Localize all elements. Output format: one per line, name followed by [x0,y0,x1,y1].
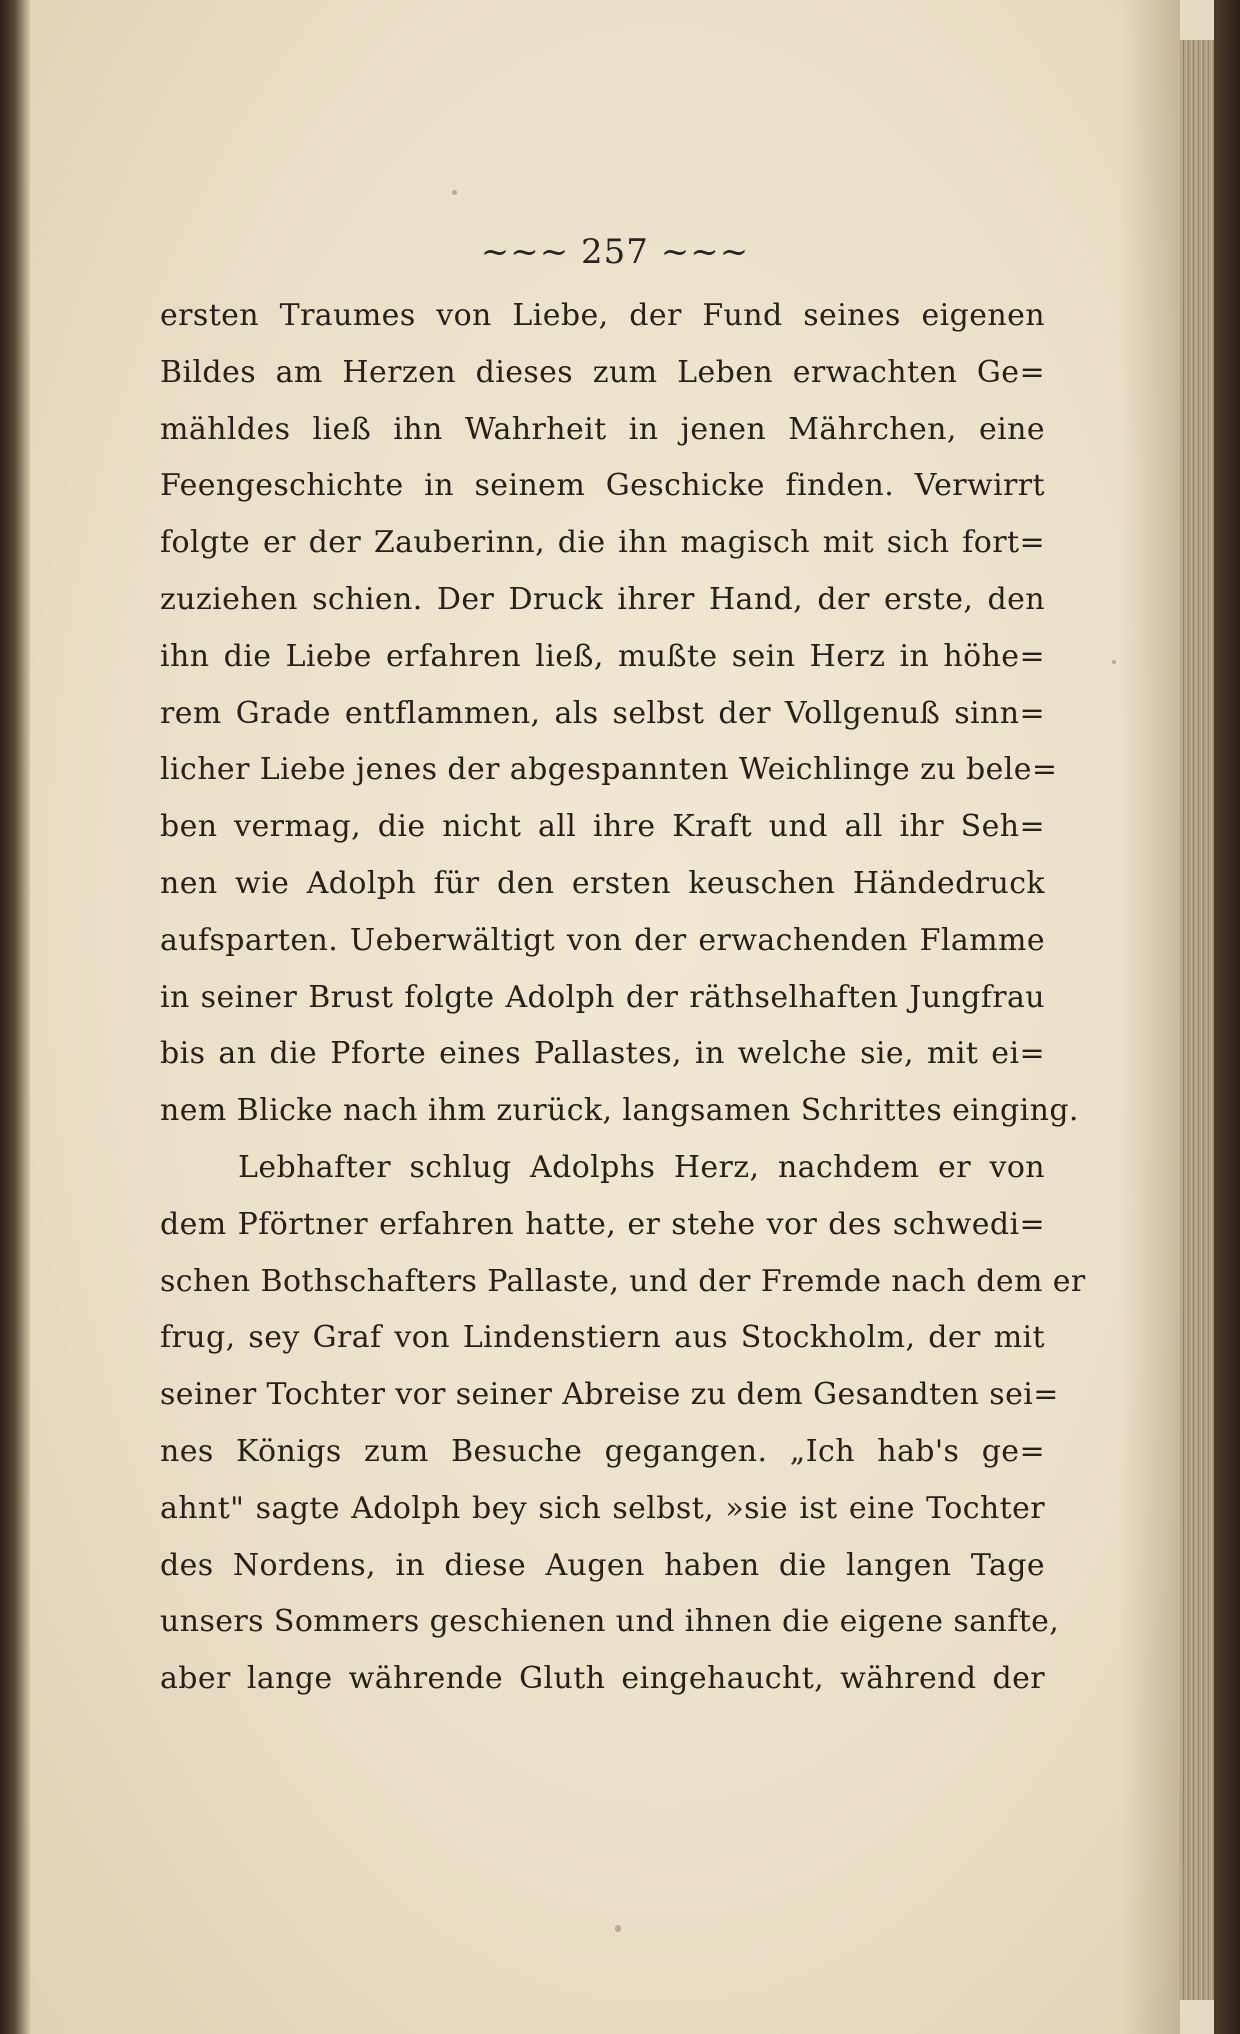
text-line: bis an die Pforte eines Pallastes, in welche sie, mit ei= [160,1036,1045,1072]
text-line: des Nordens, in diese Augen haben die langen Tage [160,1547,1045,1583]
text-line: ihn die Liebe erfahren ließ, mußte sein Herz in höhe= [160,638,1045,674]
text-line: ben vermag, die nicht all ihre Kraft und all ihr Seh= [160,809,1045,845]
paper-speck [1112,660,1116,664]
text-line: Lebhafter schlug Adolphs Herz, nachdem er von [238,1149,1045,1185]
text-line: ahnt" sagte Adolph bey sich selbst, »sie ist eine Tochter [160,1490,1045,1526]
text-line: nes Königs zum Besuche gegangen. „Ich hab's ge= [160,1433,1045,1469]
text-line: aufsparten. Ueberwältigt von der erwachenden Flamme [160,922,1045,958]
text-line: schen Bothschafters Pallaste, und der Fremde nach dem er [160,1263,1086,1299]
paper-speck [615,1925,621,1932]
text-line: Feengeschichte in seinem Geschicke finden. Verwirrt [160,468,1045,504]
text-line: aber lange währende Gluth eingehaucht, während der [160,1661,1045,1697]
body-text [160,288,1086,1708]
text-line: in seiner Brust folgte Adolph der räthselhaften Jungfrau [160,979,1045,1015]
text-line: ersten Traumes von Liebe, der Fund seines eigenen [160,298,1045,333]
paper-speck [452,190,457,195]
text-line: nem Blicke nach ihm zurück, langsamen Schrittes einging. [160,1093,1079,1129]
text-line: unsers Sommers geschienen und ihnen die eigene sanfte, [160,1604,1060,1640]
text-line: mähldes ließ ihn Wahrheit in jenen Mährchen, eine [160,411,1045,447]
text-line: folgte er der Zauberinn, die ihn magisch mit sich fort= [160,525,1045,561]
text-line: zuziehen schien. Der Druck ihrer Hand, der erste, den [160,581,1045,617]
text-line: Bildes am Herzen dieses zum Leben erwachten Ge= [160,354,1045,390]
text-line: dem Pförtner erfahren hatte, er stehe vor des schwedi= [160,1206,1045,1242]
page-number-header: ~~~ 257 ~~~ [480,232,750,272]
text-line: licher Liebe jenes der abgespannten Weichlinge zu bele= [160,752,1058,788]
text-line: frug, sey Graf von Lindenstiern aus Stockholm, der mit [160,1320,1045,1356]
text-line: rem Grade entflammen, als selbst der Vollgenuß sinn= [160,695,1045,731]
text-line: nen wie Adolph für den ersten keuschen Händedruck [160,865,1045,901]
text-line: seiner Tochter vor seiner Abreise zu dem Gesandten sei= [160,1377,1059,1413]
book-cover-edge [1214,0,1240,2034]
page-shadow [1120,0,1180,2034]
